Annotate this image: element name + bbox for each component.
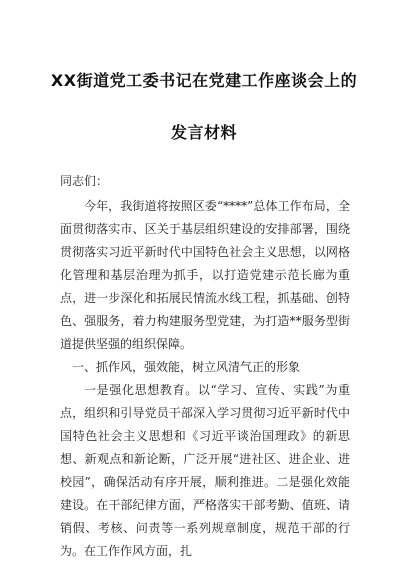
section-heading-1: 一、抓作风，强效能，树立风清气正的形象 — [72, 360, 301, 374]
document-title-line-1: XX街道党工委书记在党建工作座谈会上的 — [50, 71, 358, 90]
document-body — [60, 170, 350, 563]
paragraph-1: 今年，我街道将按照区委“****”总体工作布局，全面贯彻落实市、区关于基层组织建设的安排部署，围绕贯彻落实习近平新时代中国特色社会主义思想，以网格化管理和基层治理为抓手，以打造党建示范长廊为重点，进一步深化和拓展民情流水线工程，抓基础、创特色、强服务，着力构建服务型党建，为打造**服务型街道提供坚强的组织保障。 — [60, 199, 350, 351]
paragraph-2: 一是强化思想教育。以“学习、宣传、实践”为重点，组织和引导党员干部深入学习贯彻习近平新时代中国特色社会主义思想和《习近平谈治国理政》的新思想、新观点和新论断，广泛开展“进社区、进企业、进校园”，确保活动有序开展，顺利推进。二是强化效能建设。在干部纪律方面，严格落实干部考勤、值班、请销假、考核、问责等一系列规章制度，规范干部的行为。在工作作风方面，扎 — [60, 383, 350, 558]
document-title-line-2: 发言材料 — [170, 123, 237, 142]
salutation: 同志们： — [60, 174, 109, 188]
